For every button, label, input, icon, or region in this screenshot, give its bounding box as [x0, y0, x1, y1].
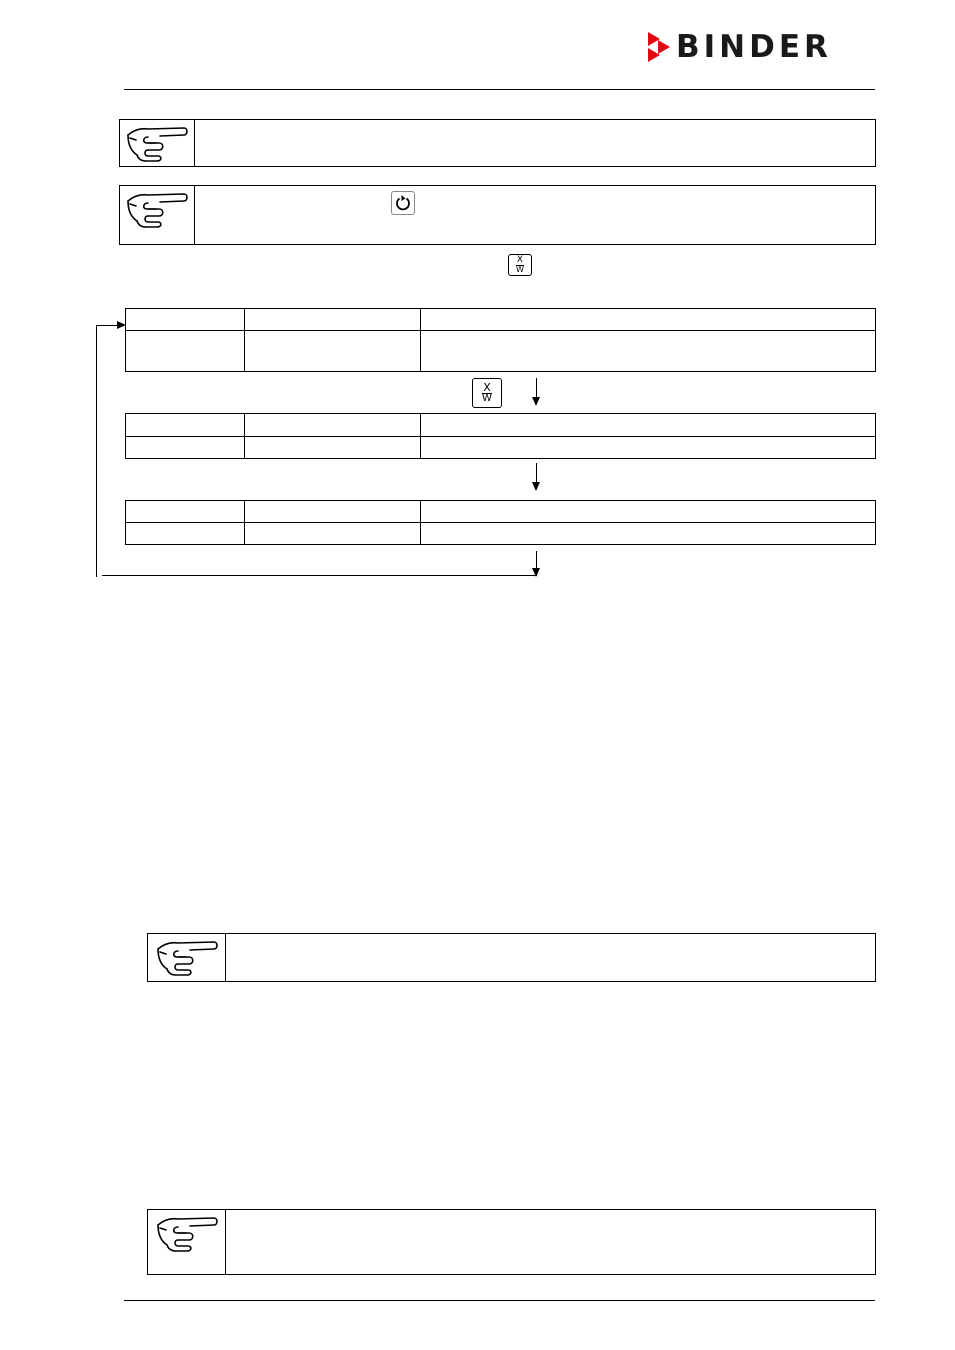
- flow-table-1: [125, 308, 876, 372]
- table-cell: [126, 501, 245, 523]
- xw-key[interactable]: [508, 254, 532, 276]
- table-cell: [245, 437, 421, 459]
- table-cell: [245, 331, 421, 372]
- table-cell: [421, 523, 876, 545]
- table-cell: [421, 331, 876, 372]
- pointing-hand-icon: [120, 120, 195, 166]
- note-box-3: [147, 933, 876, 982]
- pointing-hand-icon: [148, 1210, 226, 1274]
- xw-key[interactable]: [472, 378, 502, 408]
- table-cell: [126, 414, 245, 437]
- flow-arrow-shaft: [536, 378, 537, 398]
- note-text-2: [195, 186, 875, 244]
- loop-line-top: [96, 325, 118, 326]
- loop-line-vertical: [96, 325, 97, 577]
- xw-key-w: W: [482, 393, 492, 404]
- table-cell: [126, 309, 245, 331]
- xw-key-w: W: [516, 265, 524, 274]
- table-cell: [126, 437, 245, 459]
- table-row: [126, 309, 876, 331]
- table-cell: [421, 414, 876, 437]
- pointing-hand-icon: [120, 186, 195, 244]
- arrow-down-icon: [532, 568, 540, 577]
- note-box-4: [147, 1209, 876, 1275]
- table-cell: [245, 309, 421, 331]
- table-cell: [421, 501, 876, 523]
- footer-divider: [124, 1300, 875, 1301]
- header-divider: [124, 89, 875, 90]
- table-row: [126, 414, 876, 437]
- table-row: [126, 331, 876, 372]
- table-row: [126, 501, 876, 523]
- table-row: [126, 437, 876, 459]
- note-text-1: [195, 120, 875, 166]
- table-cell: [126, 331, 245, 372]
- table-cell: [245, 523, 421, 545]
- pointing-hand-icon: [148, 934, 226, 981]
- flow-arrow-shaft: [536, 551, 537, 569]
- table-cell: [126, 523, 245, 545]
- flow-arrow-shaft: [536, 463, 537, 483]
- binder-logo: [646, 30, 832, 64]
- loop-line-bottom: [102, 575, 537, 576]
- xw-key-x: X: [483, 381, 491, 394]
- reset-key[interactable]: [391, 191, 415, 215]
- note-text-4: [226, 1210, 875, 1274]
- flow-table-3: [125, 500, 876, 545]
- note-box-2: [119, 185, 876, 245]
- table-cell: [245, 501, 421, 523]
- note-text-3: [226, 934, 875, 981]
- arrow-down-icon: [532, 482, 540, 491]
- xw-key-x: X: [516, 255, 524, 265]
- flow-table-2: [125, 413, 876, 459]
- note-box-1: [119, 119, 876, 167]
- brand-name: BINDER: [676, 29, 832, 65]
- reset-circular-arrow-icon: [394, 194, 412, 212]
- arrow-down-icon: [532, 397, 540, 406]
- table-cell: [421, 309, 876, 331]
- table-row: [126, 523, 876, 545]
- binder-logo-mark-icon: [646, 30, 670, 64]
- table-cell: [245, 414, 421, 437]
- table-cell: [421, 437, 876, 459]
